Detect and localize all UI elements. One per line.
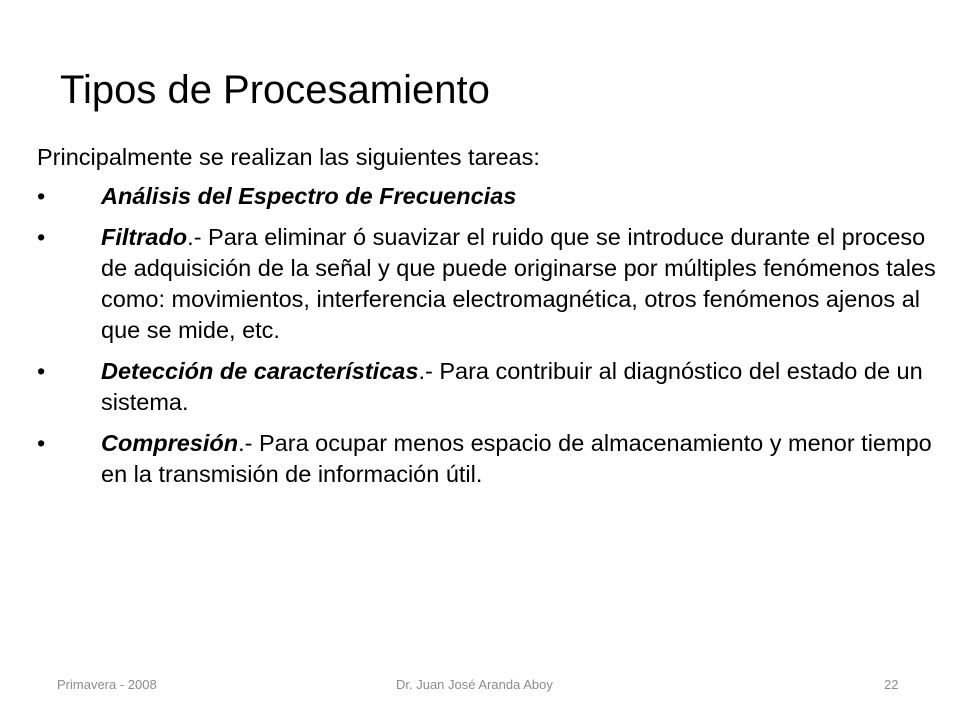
bullet-item-compression [37,428,937,490]
bullet-list [37,181,937,490]
bullet-text: .- Para contribuir al diagnóstico del estado de un sistema. [101,358,923,415]
bullet-item-filtering [37,222,937,346]
slide-title: Tipos de Procesamiento [60,68,490,112]
footer-author: Dr. Juan José Aranda Aboy [396,677,553,692]
bullet-text: .- Para ocupar menos espacio de almacenamiento y menor tiempo en la transmisión de información útil. [101,430,932,487]
bullet-term: Filtrado [101,224,188,250]
bullet-icon: • [37,224,46,250]
bullet-item-feature-detection [37,356,937,418]
bullet-icon: • [37,358,46,384]
bullet-icon: • [37,183,46,209]
footer-date: Primavera - 2008 [57,677,157,692]
bullet-term: Compresión [101,430,239,456]
slide-body [37,142,937,500]
page-number: 22 [884,677,899,692]
bullet-term: Detección de características [101,358,419,384]
intro-text: Principalmente se realizan las siguientes tareas: [37,144,540,170]
bullet-term: Análisis del Espectro de Frecuencias [101,183,517,209]
bullet-item-spectrum [37,181,937,212]
bullet-text: .- Para eliminar ó suavizar el ruido que se introduce durante el proceso de adquisición de la señal y que puede originarse por múltiples fenómenos tales como: movimientos, interferencia electromagnética, otros fenómenos ajenos al que se mide, etc. [101,224,936,343]
bullet-icon: • [37,430,46,456]
